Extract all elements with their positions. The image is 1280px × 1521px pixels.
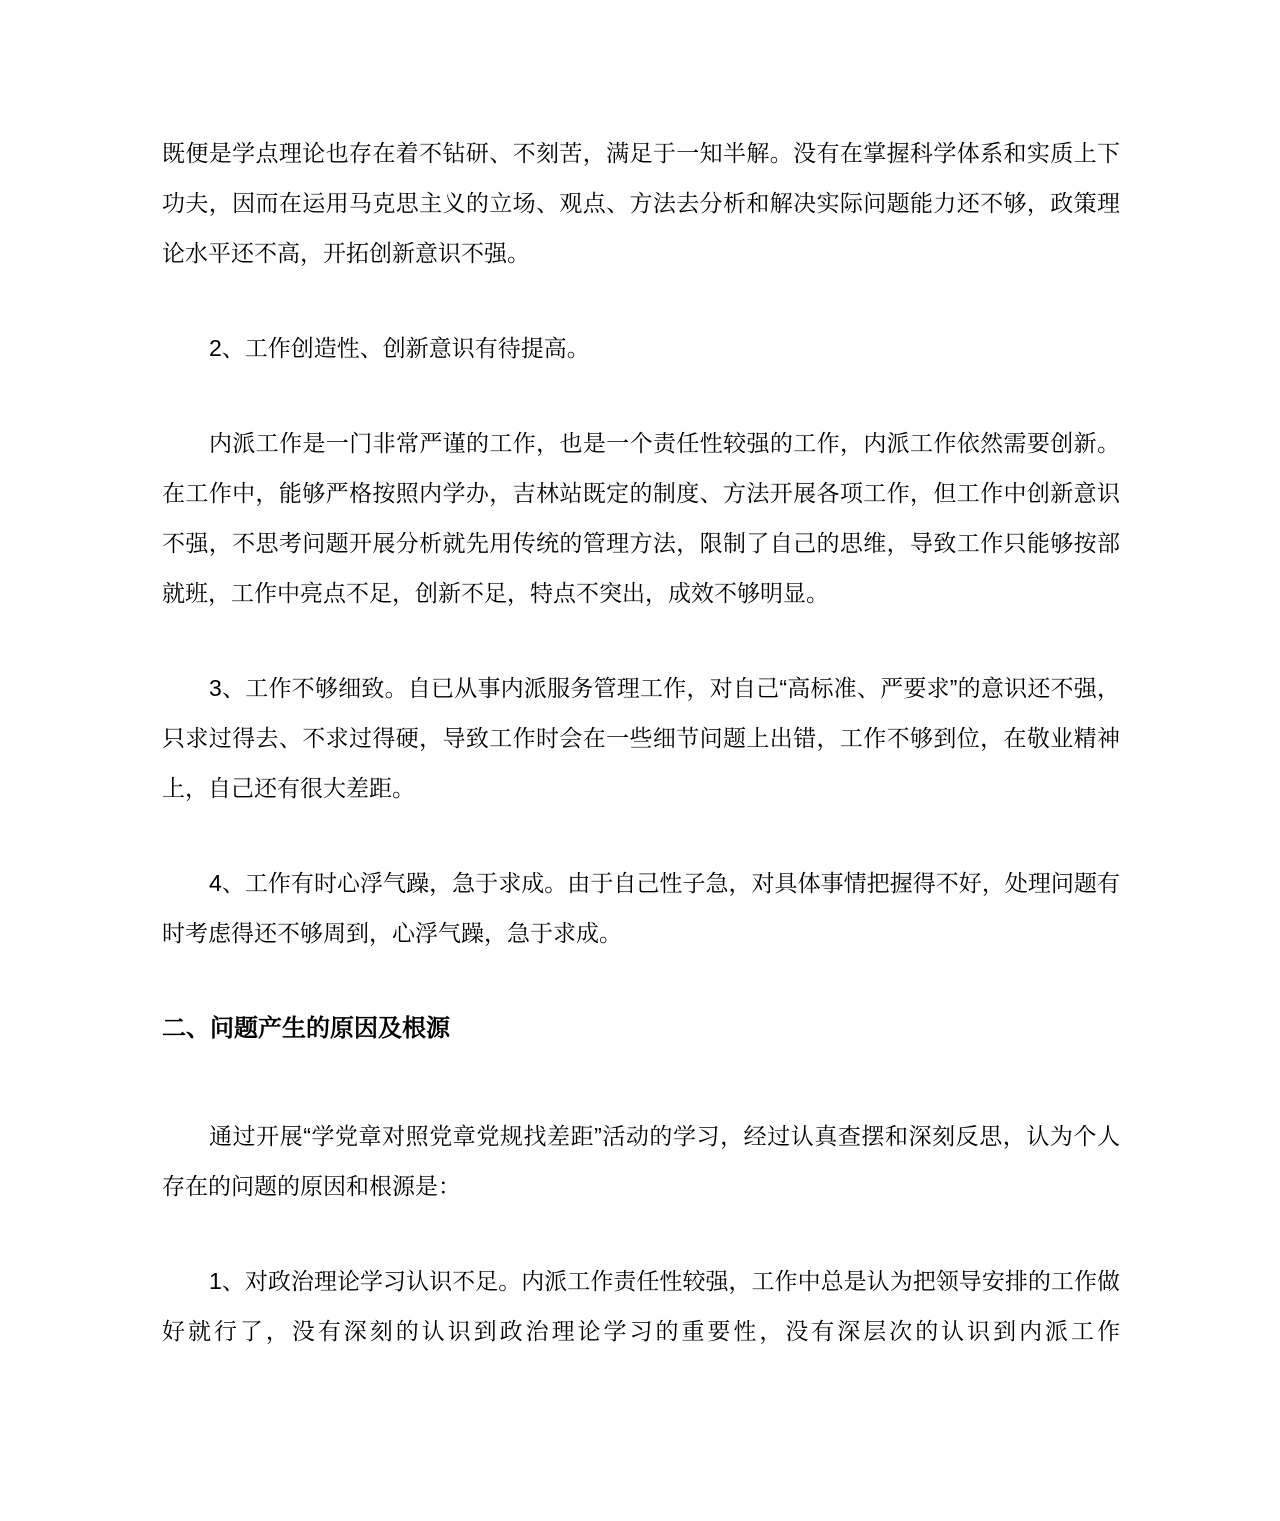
paragraph-item-2-title: 2、工作创造性、创新意识有待提高。 [209,335,590,361]
paragraph-causes-intro: 通过开展“学党章对照党章党规找差距”活动的学习，经过认真查摆和深刻反思，认为个人存在的问题的原因和根源是： [162,1123,1120,1199]
section-heading-causes-and-roots: 二、问题产生的原因及根源 [162,1015,450,1042]
paragraph-item-4: 4、工作有时心浮气躁，急于求成。由于自己性子急，对具体事情把握得不好，处理问题有时考虑得还不够周到，心浮气躁，急于求成。 [162,870,1120,946]
paragraph-item-2-body: 内派工作是一门非常严谨的工作，也是一个责任性较强的工作，内派工作依然需要创新。在工作中，能够严格按照内学办，吉林站既定的制度、方法开展各项工作，但工作中创新意识不强，不思考问题开展分析就先用传统的管理方法，限制了自己的思维，导致工作只能够按部就班，工作中亮点不足，创新不足，特点不突出，成效不够明显。 [162,430,1120,606]
paragraph-cause-1-truncated: 1、对政治理论学习认识不足。内派工作责任性较强，工作中总是认为把领导安排的工作做好就行了，没有深刻的认识到政治理论学习的重要性，没有深层次的认识到内派工作 [162,1268,1120,1344]
paragraph-theory-study-continued: 既便是学点理论也存在着不钻研、不刻苦，满足于一知半解。没有在掌握科学体系和实质上下功夫，因而在运用马克思主义的立场、观点、方法去分析和解决实际问题能力还不够，政策理论水平还不高，开拓创新意识不强。 [162,140,1120,266]
paragraph-item-3: 3、工作不够细致。自已从事内派服务管理工作，对自己“高标准、严要求”的意识还不强，只求过得去、不求过得硬，导致工作时会在一些细节问题上出错，工作不够到位，在敬业精神上，自己还有很大差距。 [162,675,1120,801]
